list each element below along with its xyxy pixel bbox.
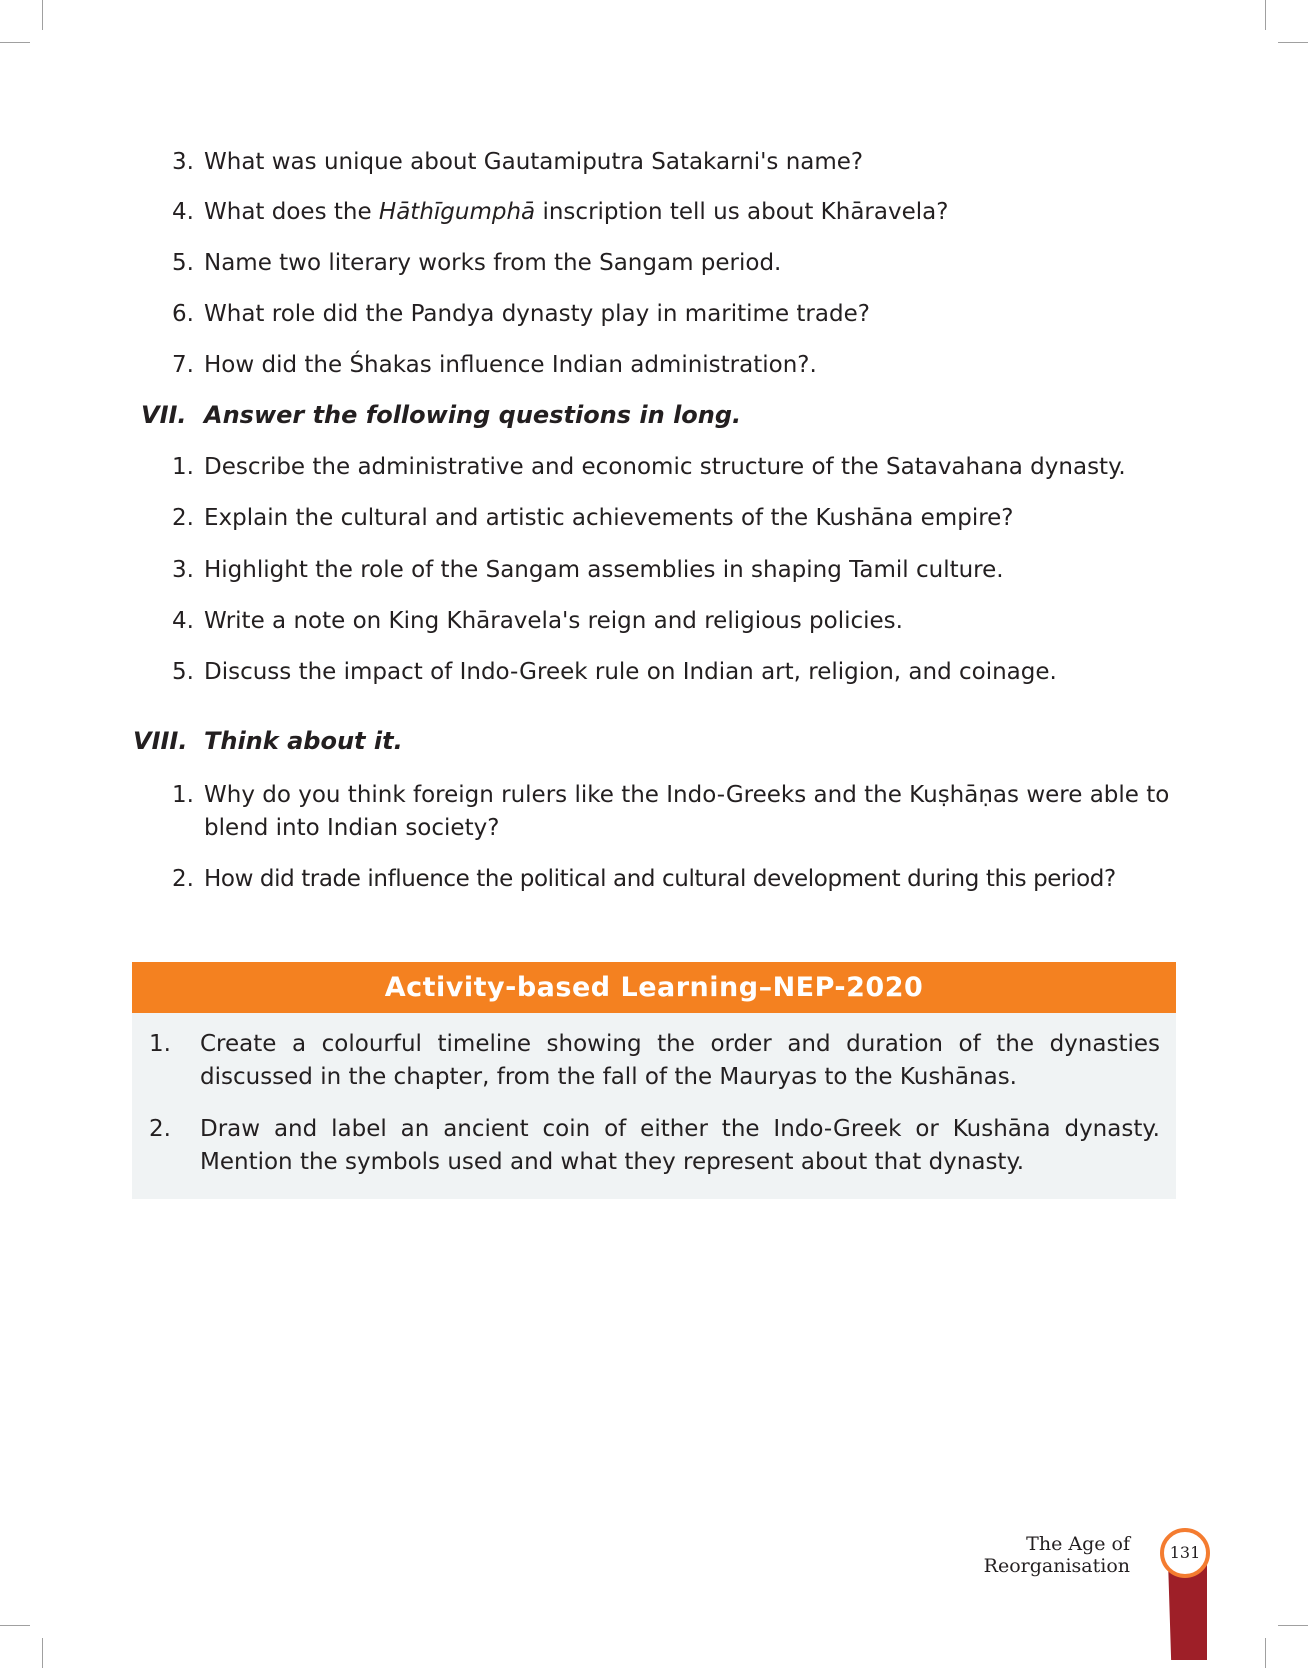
item-text: What was unique about Gautamiputra Satakarni's name? bbox=[204, 149, 864, 175]
item-text: Discuss the impact of Indo-Greek rule on Indian art, religion, and coinage. bbox=[204, 659, 1057, 685]
italic-term: Hāthīgumphā bbox=[378, 199, 536, 225]
item-number: 3. bbox=[172, 149, 194, 175]
activity-header: Activity-based Learning–NEP-2020 bbox=[132, 962, 1176, 1013]
item-text: Highlight the role of the Sangam assemblies in shaping Tamil culture. bbox=[204, 557, 1004, 583]
page-number: 131 bbox=[1160, 1528, 1210, 1578]
text-part: What does the bbox=[204, 199, 379, 225]
item-number: 4. bbox=[172, 199, 194, 225]
item-number: 1. bbox=[172, 454, 194, 480]
crop-mark bbox=[1278, 1625, 1308, 1626]
item-text: How did the Śhakas influence Indian administration?. bbox=[204, 352, 817, 378]
item-text bbox=[204, 196, 1144, 229]
item-text: How did trade influence the political and cultural development during this period? bbox=[204, 866, 1116, 892]
item-text: Describe the administrative and economic structure of the Satavahana dynasty. bbox=[204, 454, 1126, 480]
section-numeral: VIII. bbox=[133, 727, 188, 755]
crop-mark bbox=[1265, 0, 1266, 30]
item-number: 2. bbox=[172, 505, 194, 531]
item-text: Name two literary works from the Sangam period. bbox=[204, 250, 782, 276]
item-number: 2. bbox=[172, 866, 194, 892]
footer-chapter-title: The Age of Reorganisation bbox=[983, 1533, 1130, 1577]
section-title: Think about it. bbox=[204, 727, 403, 755]
item-number: 1. bbox=[172, 782, 194, 808]
crop-mark bbox=[42, 1638, 43, 1668]
item-text: Explain the cultural and artistic achievements of the Kushāna empire? bbox=[204, 505, 1014, 531]
item-number: 4. bbox=[172, 608, 194, 634]
item-text: Why do you think foreign rulers like the Indo-Greeks and the Kuṣhāṇas were able to blend into Indian society? bbox=[204, 782, 1170, 841]
text-part: inscription tell us about Khāravela? bbox=[535, 199, 949, 225]
item-number: 2. bbox=[149, 1116, 171, 1142]
item-number: 3. bbox=[172, 557, 194, 583]
crop-mark bbox=[42, 0, 43, 30]
section-numeral: VII. bbox=[141, 401, 187, 429]
item-number: 5. bbox=[172, 250, 194, 276]
crop-mark bbox=[0, 42, 30, 43]
item-text: Draw and label an ancient coin of either the Indo-Greek or Kushāna dynasty. Mention the symbols used and what they represent about that dynasty. bbox=[200, 1116, 1160, 1175]
section-heading-vii bbox=[141, 401, 741, 429]
item-text: Write a note on King Khāravela's reign and religious policies. bbox=[204, 608, 903, 634]
crop-mark bbox=[0, 1625, 30, 1626]
crop-mark bbox=[1278, 42, 1308, 43]
section-heading-viii bbox=[133, 727, 403, 755]
crop-mark bbox=[1265, 1638, 1266, 1668]
section-title: Answer the following questions in long. bbox=[204, 401, 742, 429]
item-number: 1. bbox=[149, 1031, 171, 1057]
item-number: 5. bbox=[172, 659, 194, 685]
item-text: Create a colourful timeline showing the order and duration of the dynasties discussed in the chapter, from the fall of the Mauryas to the Kushānas. bbox=[200, 1031, 1160, 1090]
item-number: 6. bbox=[172, 301, 194, 327]
item-text: What role did the Pandya dynasty play in maritime trade? bbox=[204, 301, 870, 327]
item-number: 7. bbox=[172, 352, 194, 378]
